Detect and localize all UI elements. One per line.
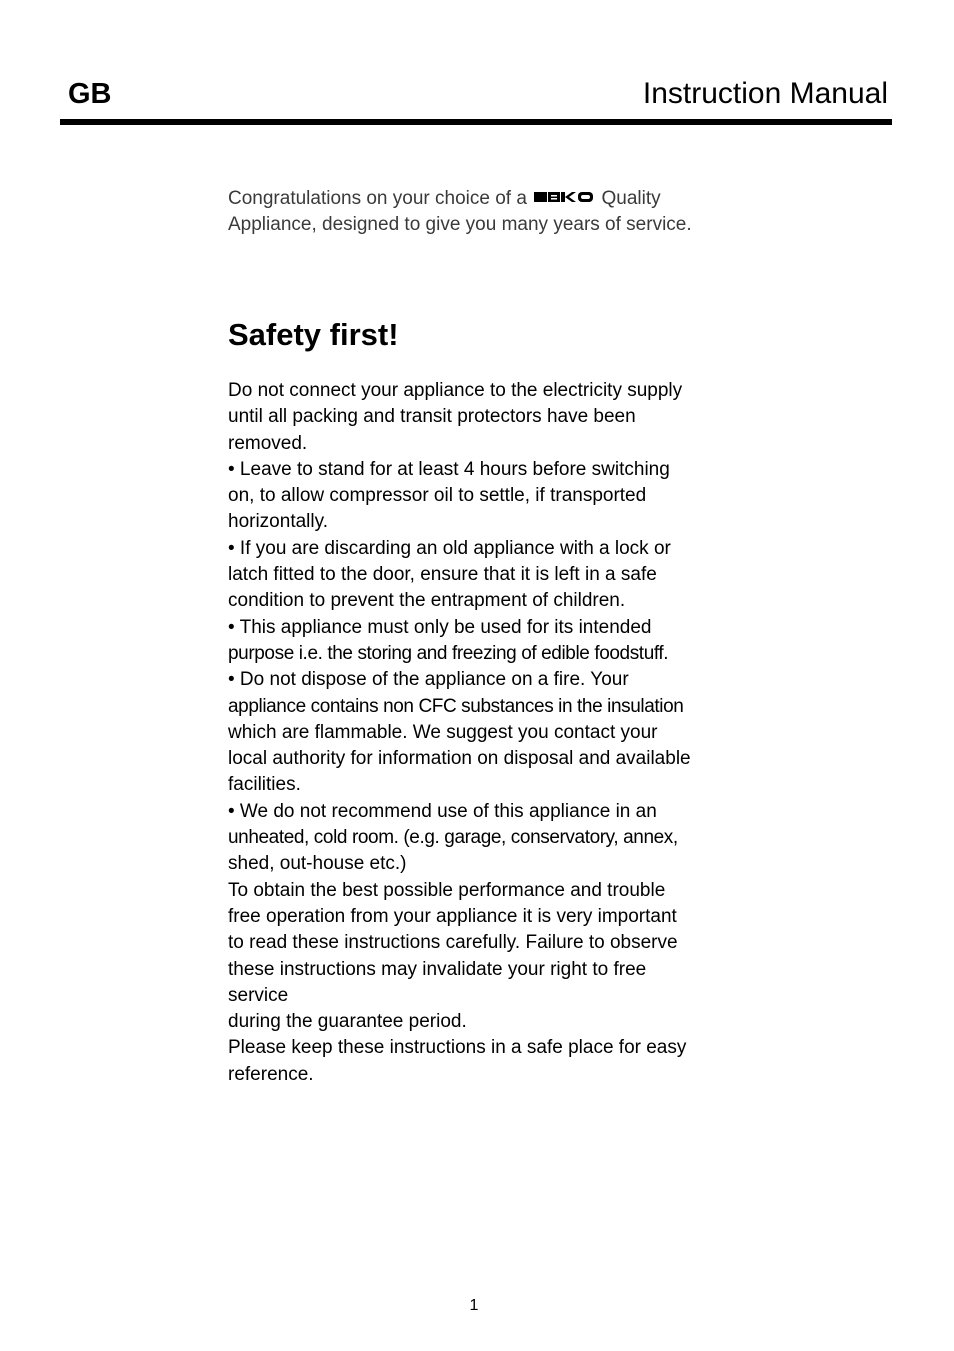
safety-text: [228, 378, 748, 1088]
text-line: until all packing and transit protectors have been: [228, 406, 636, 428]
text-line: • We do not recommend use of this appliance in an: [228, 800, 657, 822]
text-line: removed.: [228, 432, 308, 454]
text-line: To obtain the best possible performance and trouble: [228, 879, 666, 901]
text-line: purpose i.e. the storing and freezing of edible foodstuff.: [228, 642, 669, 664]
header-divider: [60, 119, 892, 125]
page-number: 1: [469, 1297, 479, 1314]
text-line: local authority for information on disposal and available: [228, 748, 691, 770]
text-line: during the guarantee period.: [228, 1011, 467, 1033]
text-line: horizontally.: [228, 511, 328, 533]
text-line: shed, out-house etc.): [228, 853, 407, 875]
text-line: latch fitted to the door, ensure that it is left in a safe: [228, 564, 657, 586]
text-line: on, to allow compressor oil to settle, if transported: [228, 485, 647, 507]
text-line: • If you are discarding an old appliance with a lock or: [228, 537, 671, 559]
beko-logo: [534, 190, 594, 204]
document-title: Instruction Manual: [642, 77, 888, 110]
text-line: to read these instructions carefully. Failure to observe: [228, 932, 678, 954]
text-line: • Do not dispose of the appliance on a fire. Your: [228, 669, 629, 691]
text-line: unheated, cold room. (e.g. garage, conservatory, annex,: [228, 827, 678, 849]
text-line: reference.: [228, 1063, 314, 1085]
text-line: free operation from your appliance it is very important: [228, 905, 677, 927]
text-line: service: [228, 984, 289, 1006]
intro-paragraph: [228, 186, 748, 238]
text-line: • Leave to stand for at least 4 hours before switching: [228, 458, 670, 480]
text-line: appliance contains non CFC substances in the insulation: [228, 695, 684, 717]
intro-text-before-logo: Congratulations on your choice of a: [228, 188, 527, 209]
intro-text-after-logo: Quality: [601, 188, 661, 209]
text-line: condition to prevent the entrapment of children.: [228, 590, 626, 612]
text-line: • This appliance must only be used for its intended: [228, 616, 652, 638]
language-code: GB: [68, 78, 112, 110]
section-heading: Safety first!: [228, 317, 399, 352]
intro-line-1: [228, 186, 748, 212]
text-line: these instructions may invalidate your right to free: [228, 958, 647, 980]
text-line: which are flammable. We suggest you contact your: [228, 721, 658, 743]
text-line: facilities.: [228, 774, 301, 796]
text-line: Please keep these instructions in a safe place for easy: [228, 1037, 687, 1059]
text-line: Do not connect your appliance to the electricity supply: [228, 380, 683, 401]
intro-line-2: Appliance, designed to give you many years of service.: [228, 214, 692, 235]
